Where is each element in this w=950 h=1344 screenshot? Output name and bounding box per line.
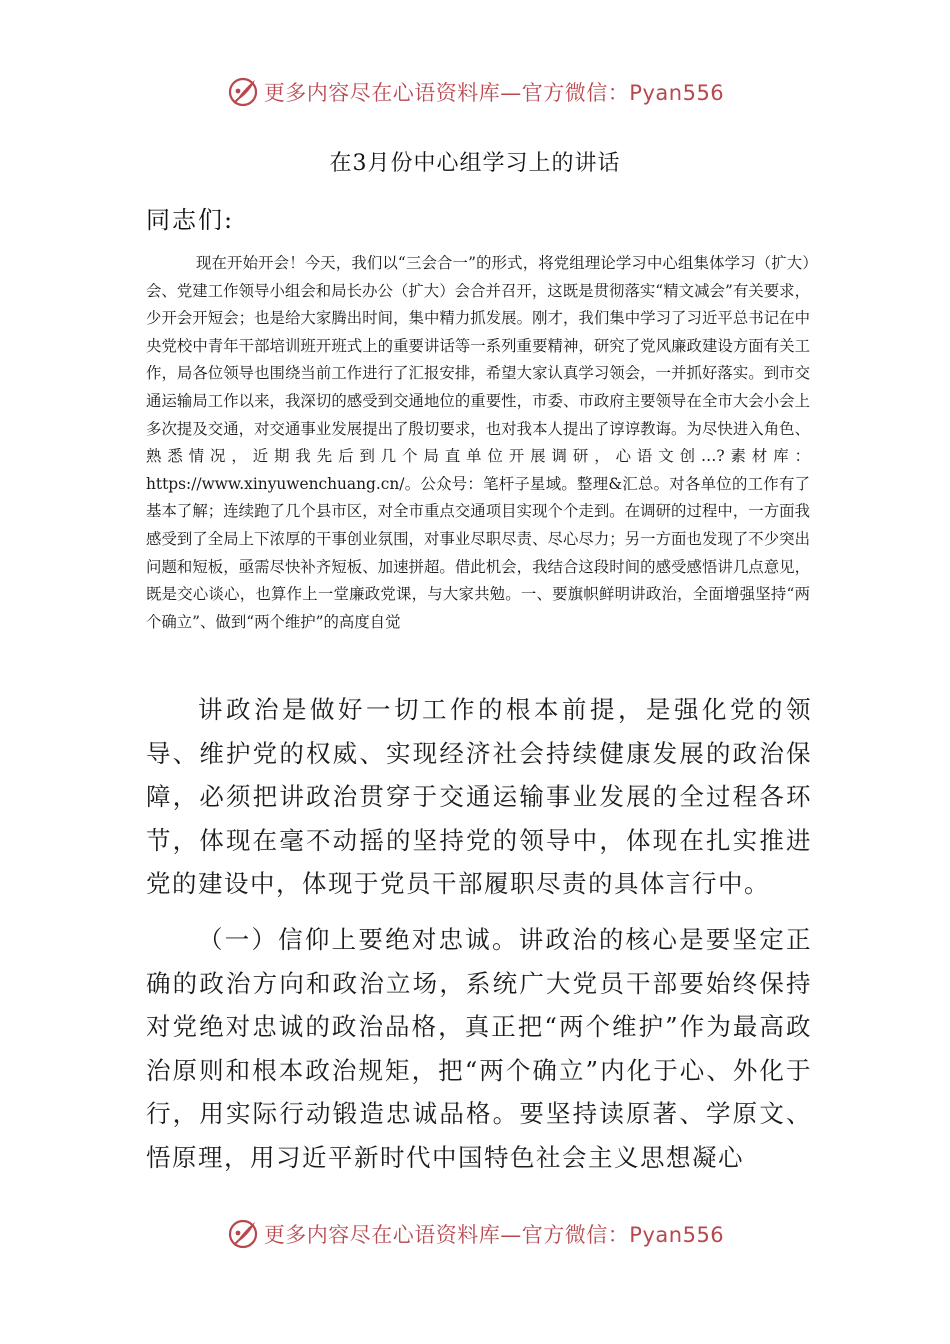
quill-pen-logo-icon <box>226 75 260 109</box>
watermark-text: 更多内容尽在心语资料库—官方微信：Pyan556 <box>263 81 725 105</box>
footer-watermark-banner <box>0 1212 950 1256</box>
page-title: 在3月份中心组学习上的讲话 <box>329 151 621 176</box>
body-paragraph-1: 讲政治是做好一切工作的根本前提，是强化党的领导、维护党的权威、实现经济社会持续健康发展的政治保障，必须把讲政治贯穿于交通运输事业发展的全过程各环节，体现在毫不动摇的坚持党的领导中，体现在扎实推进党的建设中，体现于党员干部履职尽责的具体言行中。 <box>146 695 812 898</box>
watermark-text: 更多内容尽在心语资料库—官方微信：Pyan556 <box>263 1223 725 1247</box>
header-watermark-banner <box>0 70 950 114</box>
quill-pen-logo-icon <box>226 1217 260 1251</box>
salutation: 同志们: <box>146 206 235 234</box>
intro-paragraph: 现在开始开会！今天，我们以“三会合一”的形式，将党组理论学习中心组集体学习（扩大）会、党建工作领导小组会和局长办公（扩大）会合并召开，这既是贯彻落实“精文减会”有关要求，少开会开短会；也是给大家腾出时间，集中精力抓发展。刚才，我们集中学习了习近平总书记在中央党校中青年干部培训班开班式上的重要讲话等一系列重要精神，研究了党风廉政建设方面有关工作，局各位领导也围绕当前工作进行了汇报安排，希望大家认真学习领会，一并抓好落实。到市交通运输局工作以来，我深切的感受到交通地位的重要性，市委、市政府主要领导在全市大会小会上多次提及交通，对交通事业发展提出了殷切要求，也对我本人提出了谆谆教诲。为尽快进入角色、熟悉情况，近期我先后到几个局直单位开展调研，心语文创…?素材库：https://www.xinyuwenchuang.cn/。公众号：笔杆子星域。整理&汇总。对各单位的工作有了基本了解；连续跑了几个县市区，对全市重点交通项目实现个个走到。在调研的过程中，一方面我感受到了全局上下浓厚的干事创业氛围，对事业尽职尽责、尽心尽力；另一方面也发现了不少突出问题和短板，亟需尽快补齐短板、加速拼超。借此机会，我结合这段时间的感受感悟讲几点意见，既是交心谈心，也算作上一堂廉政党课，与大家共勉。一、要旗帜鲜明讲政治，全面增强坚持“两个确立”、做到“两个维护”的高度自觉 <box>146 254 810 631</box>
body-paragraph-2: （一）信仰上要绝对忠诚。讲政治的核心是要坚定正确的政治方向和政治立场，系统广大党员干部要始终保持对党绝对忠诚的政治品格，真正把“两个维护”作为最高政治原则和根本政治规矩，把“两个确立”内化于心、外化于行，用实际行动锻造忠诚品格。要坚持读原著、学原文、悟原理，用习近平新时代中国特色社会主义思想凝心 <box>146 925 812 1172</box>
